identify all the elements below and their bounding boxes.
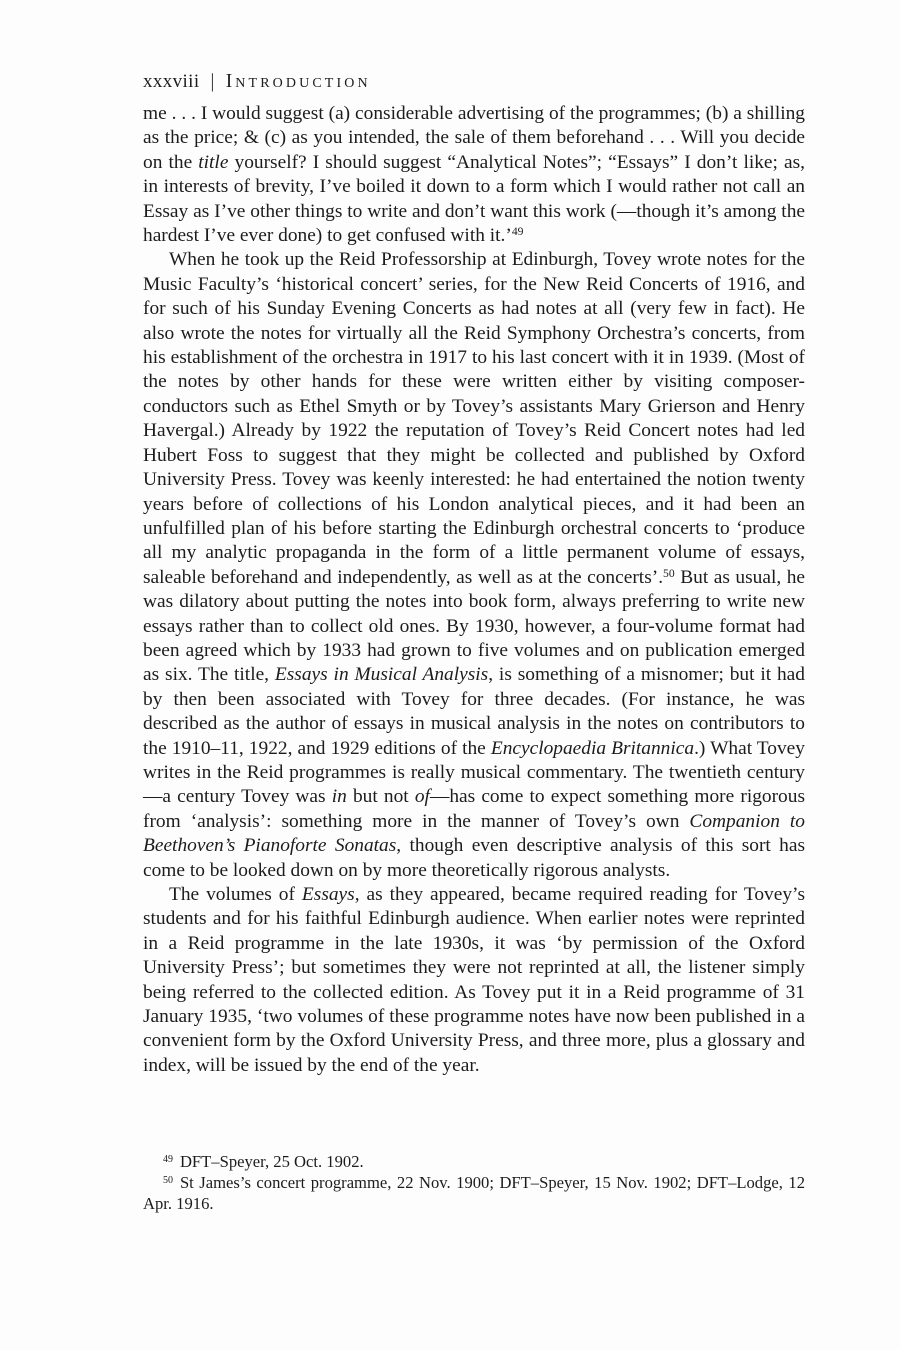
text-run: Companion to Beethoven’s Pianoforte Sonatas	[143, 810, 805, 857]
text-run: The volumes of	[169, 884, 302, 905]
text-run: of	[414, 786, 430, 808]
folio-number: xxxviii	[143, 71, 200, 92]
text-run: But as usual, he was dilatory about putting the notes into book form, always preferring to write new essays rather than to collect old ones. By 1930, however, a four-volume format had been agreed which by 1933 had grown to five volumes and on publication emerged as six. The title,	[143, 566, 805, 686]
paragraph	[143, 883, 805, 1078]
header-separator: |	[210, 70, 215, 93]
text-run: but not	[346, 786, 415, 808]
body-text	[143, 102, 805, 1078]
text-run: title	[198, 151, 229, 173]
paragraph	[143, 248, 805, 883]
text-run: St James’s concert programme, 22 Nov. 1900; DFT–Speyer, 15 Nov. 1902; DFT–Lodge, 12 Apr. 1916.	[143, 1172, 805, 1213]
chapter-title: Introduction	[225, 71, 371, 92]
text-run: me . . . I would suggest (a) considerable advertising of the programmes; (b) a shilling as the price; & (c) as you intended, the sale of them beforehand . . . Will you decide on the	[143, 103, 805, 173]
text-run: , though even descriptive analysis of this sort has come to be looked down on by more theoretically rigorous analysts.	[143, 835, 805, 881]
text-run: in	[331, 786, 347, 808]
footnote	[143, 1173, 805, 1215]
text-run: When he took up the Reid Professorship at Edinburgh, Tovey wrote notes for the Music Faculty’s ‘historical concert’ series, for the New Reid Concerts of 1916, and for such of his Sunday Evening Concerts as had notes at all (very few in fact). He also wrote the notes for virtually all the Reid Symphony Orchestra’s concerts, from his establishment of the orchestra in 1917 to his last concert with it in 1939. (Most of the notes by other hands for these were written either by visiting composer-conductors such as Ethel Smyth or by Tovey’s assistants Mary Grierson and Henry Havergal.) Already by 1922 the reputation of Tovey’s Reid Concert notes had led Hubert Foss to suggest that they might be collected and published by Oxford University Press. Tovey was keenly interested: he had entertained the notion twenty years before of collections of his London analytical pieces, and it had been an unfulfilled plan of his before starting the Edinburgh orchestral concerts to ‘produce all my analytic propaganda in the form of a little permanent volume of essays, saleable beforehand and independently, as well as at the concerts’.	[143, 249, 805, 588]
paragraph	[143, 102, 805, 248]
text-run: Essays in Musical Analysis	[274, 664, 489, 686]
text-run: yourself? I should suggest “Analytical Notes”; “Essays” I don’t like; as, in interests of brevity, I’ve boiled it down to a form which I would rather not call an Essay as I’ve other things to write and don’t want this work (—though it’s among the hardest I’ve ever done) to get confused with it.’	[143, 151, 805, 247]
text-run: DFT–Speyer, 25 Oct. 1902.	[179, 1152, 364, 1171]
text-run: Encyclopaedia Britannica	[490, 737, 695, 759]
footnote-ref: 49	[511, 225, 524, 239]
text-run: , is something of a misnomer; but it had by then been associated with Tovey for three decades. (For instance, he was described as the author of essays in musical analysis in the notes on contributors to the 1910–11, 1922, and 1929 editions of the	[143, 664, 805, 759]
footnote	[143, 1152, 805, 1173]
running-header	[143, 71, 371, 93]
footnotes	[143, 1152, 805, 1214]
footnote-ref: 50	[663, 567, 675, 581]
text-run: .) What Tovey writes in the Reid programmes is really musical commentary. The twentieth century—a century Tovey was	[143, 737, 805, 808]
footnote-number: 49	[163, 1154, 173, 1166]
text-run: —has come to expect something more rigorous from ‘analysis’: something more in the manner of Tovey’s own	[143, 786, 805, 832]
footnote-number: 50	[163, 1175, 173, 1187]
text-run: Essays	[301, 884, 355, 905]
text-run: , as they appeared, became required reading for Tovey’s students and for his faithful Edinburgh audience. When earlier notes were reprinted in a Reid programme in the late 1930s, it was ‘by permission of the Oxford University Press’; but sometimes they were not reprinted at all, the listener simply being referred to the collected edition. As Tovey put it in a Reid programme of 31 January 1935, ‘two volumes of these programme notes have now been published in a convenient form by the Oxford University Press, and three more, plus a glossary and index, will be issued by the end of the year.	[143, 884, 805, 1076]
